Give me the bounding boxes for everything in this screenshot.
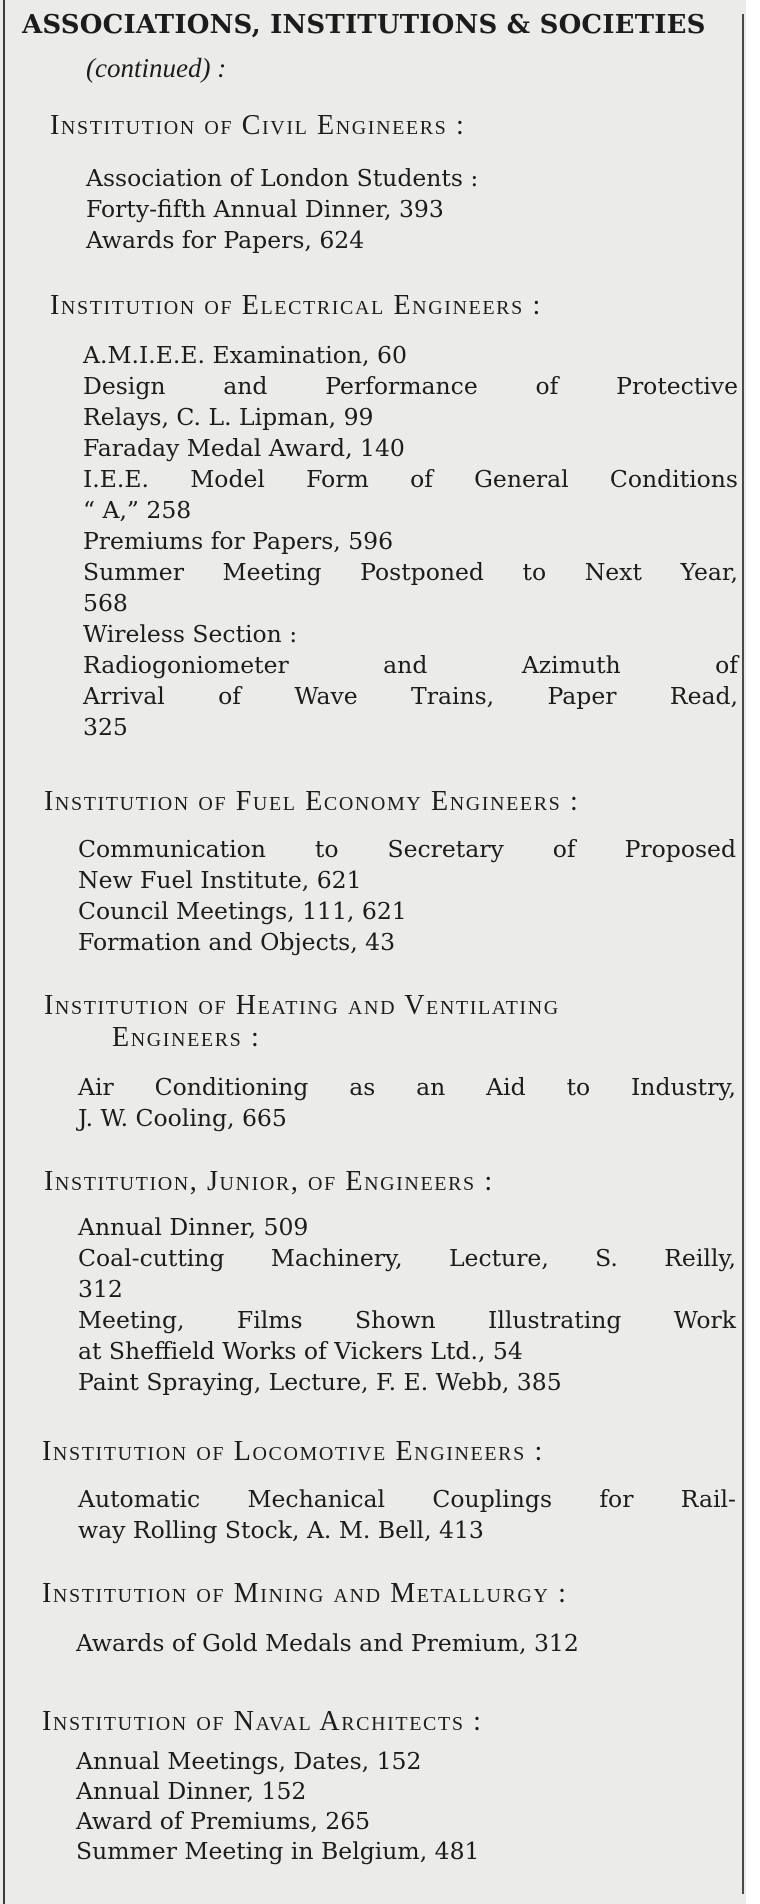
entry-list-locomotive — [78, 1484, 736, 1546]
index-entry: “ A,” 258 — [83, 496, 192, 524]
entry-list-civil — [86, 163, 646, 256]
index-entry: Forty-fifth Annual Dinner, 393 — [86, 195, 444, 223]
index-entry: 568 — [83, 589, 128, 617]
index-entry: New Fuel Institute, 621 — [78, 866, 362, 894]
index-entry: 312 — [78, 1275, 123, 1303]
index-entry: Wireless Section : — [83, 620, 298, 648]
index-entry: Communication to Secretary of Proposed — [78, 835, 736, 863]
index-entry: Award of Premiums, 265 — [76, 1807, 371, 1835]
index-entry: at Sheffield Works of Vickers Ltd., 54 — [78, 1337, 523, 1365]
index-entry: Premiums for Papers, 596 — [83, 527, 394, 555]
entry-list-junior — [78, 1212, 736, 1398]
section-heading-naval: Institution of Naval Architects : — [42, 1706, 483, 1737]
entry-list-naval — [76, 1746, 676, 1866]
entry-list-electrical — [83, 340, 738, 743]
index-entry: Summer Meeting Postponed to Next Year, — [83, 558, 738, 586]
index-entry: Annual Meetings, Dates, 152 — [76, 1747, 422, 1775]
index-entry: Formation and Objects, 43 — [78, 928, 396, 956]
index-entry: Design and Performance of Protective — [83, 372, 738, 400]
index-entry: way Rolling Stock, A. M. Bell, 413 — [78, 1516, 484, 1544]
continued-label: (continued) : — [86, 53, 227, 83]
page-title: ASSOCIATIONS, INSTITUTIONS & SOCIETIES — [22, 10, 706, 40]
section-heading-mining: Institution of Mining and Metallurgy : — [42, 1578, 568, 1609]
index-entry: A.M.I.E.E. Examination, 60 — [83, 341, 407, 369]
index-entry: Summer Meeting in Belgium, 481 — [76, 1837, 480, 1865]
left-column-rule — [3, 0, 5, 1904]
index-entry: Radiogoniometer and Azimuth of — [83, 651, 738, 679]
index-entry: Council Meetings, 111, 621 — [78, 897, 407, 925]
index-entry: J. W. Cooling, 665 — [78, 1104, 287, 1132]
index-entry: Automatic Mechanical Couplings for Rail- — [78, 1485, 736, 1513]
section-heading-heating-cont: Engineers : — [112, 1022, 261, 1053]
index-entry: Paint Spraying, Lecture, F. E. Webb, 385 — [78, 1368, 562, 1396]
index-entry: Awards of Gold Medals and Premium, 312 — [76, 1629, 579, 1657]
index-entry: Air Conditioning as an Aid to Industry, — [78, 1073, 736, 1101]
section-heading-fuel: Institution of Fuel Economy Engineers : — [44, 786, 580, 817]
entry-list-fuel — [78, 834, 736, 958]
index-entry: I.E.E. Model Form of General Conditions — [83, 465, 738, 493]
section-heading-electrical: Institution of Electrical Engineers : — [50, 290, 542, 321]
section-heading-heating: Institution of Heating and Ventilating — [44, 990, 560, 1021]
index-entry: Annual Dinner, 152 — [76, 1777, 307, 1805]
index-entry: Faraday Medal Award, 140 — [83, 434, 405, 462]
entry-list-heating — [78, 1072, 736, 1134]
index-entry: Coal-cutting Machinery, Lecture, S. Reilly, — [78, 1244, 736, 1272]
section-heading-locomotive: Institution of Locomotive Engineers : — [42, 1436, 544, 1467]
entry-list-mining — [76, 1628, 734, 1659]
right-column-rule — [742, 14, 744, 1894]
index-entry: Association of London Students : — [86, 164, 479, 192]
index-entry: 325 — [83, 713, 128, 741]
section-heading-civil: Institution of Civil Engineers : — [50, 110, 466, 141]
section-heading-junior: Institution, Junior, of Engineers : — [44, 1166, 494, 1197]
index-entry: Meeting, Films Shown Illustrating Work — [78, 1306, 736, 1334]
index-entry: Arrival of Wave Trains, Paper Read, — [83, 682, 738, 710]
index-entry: Awards for Papers, 624 — [86, 226, 365, 254]
index-entry: Relays, C. L. Lipman, 99 — [83, 403, 374, 431]
index-entry: Annual Dinner, 509 — [78, 1213, 309, 1241]
